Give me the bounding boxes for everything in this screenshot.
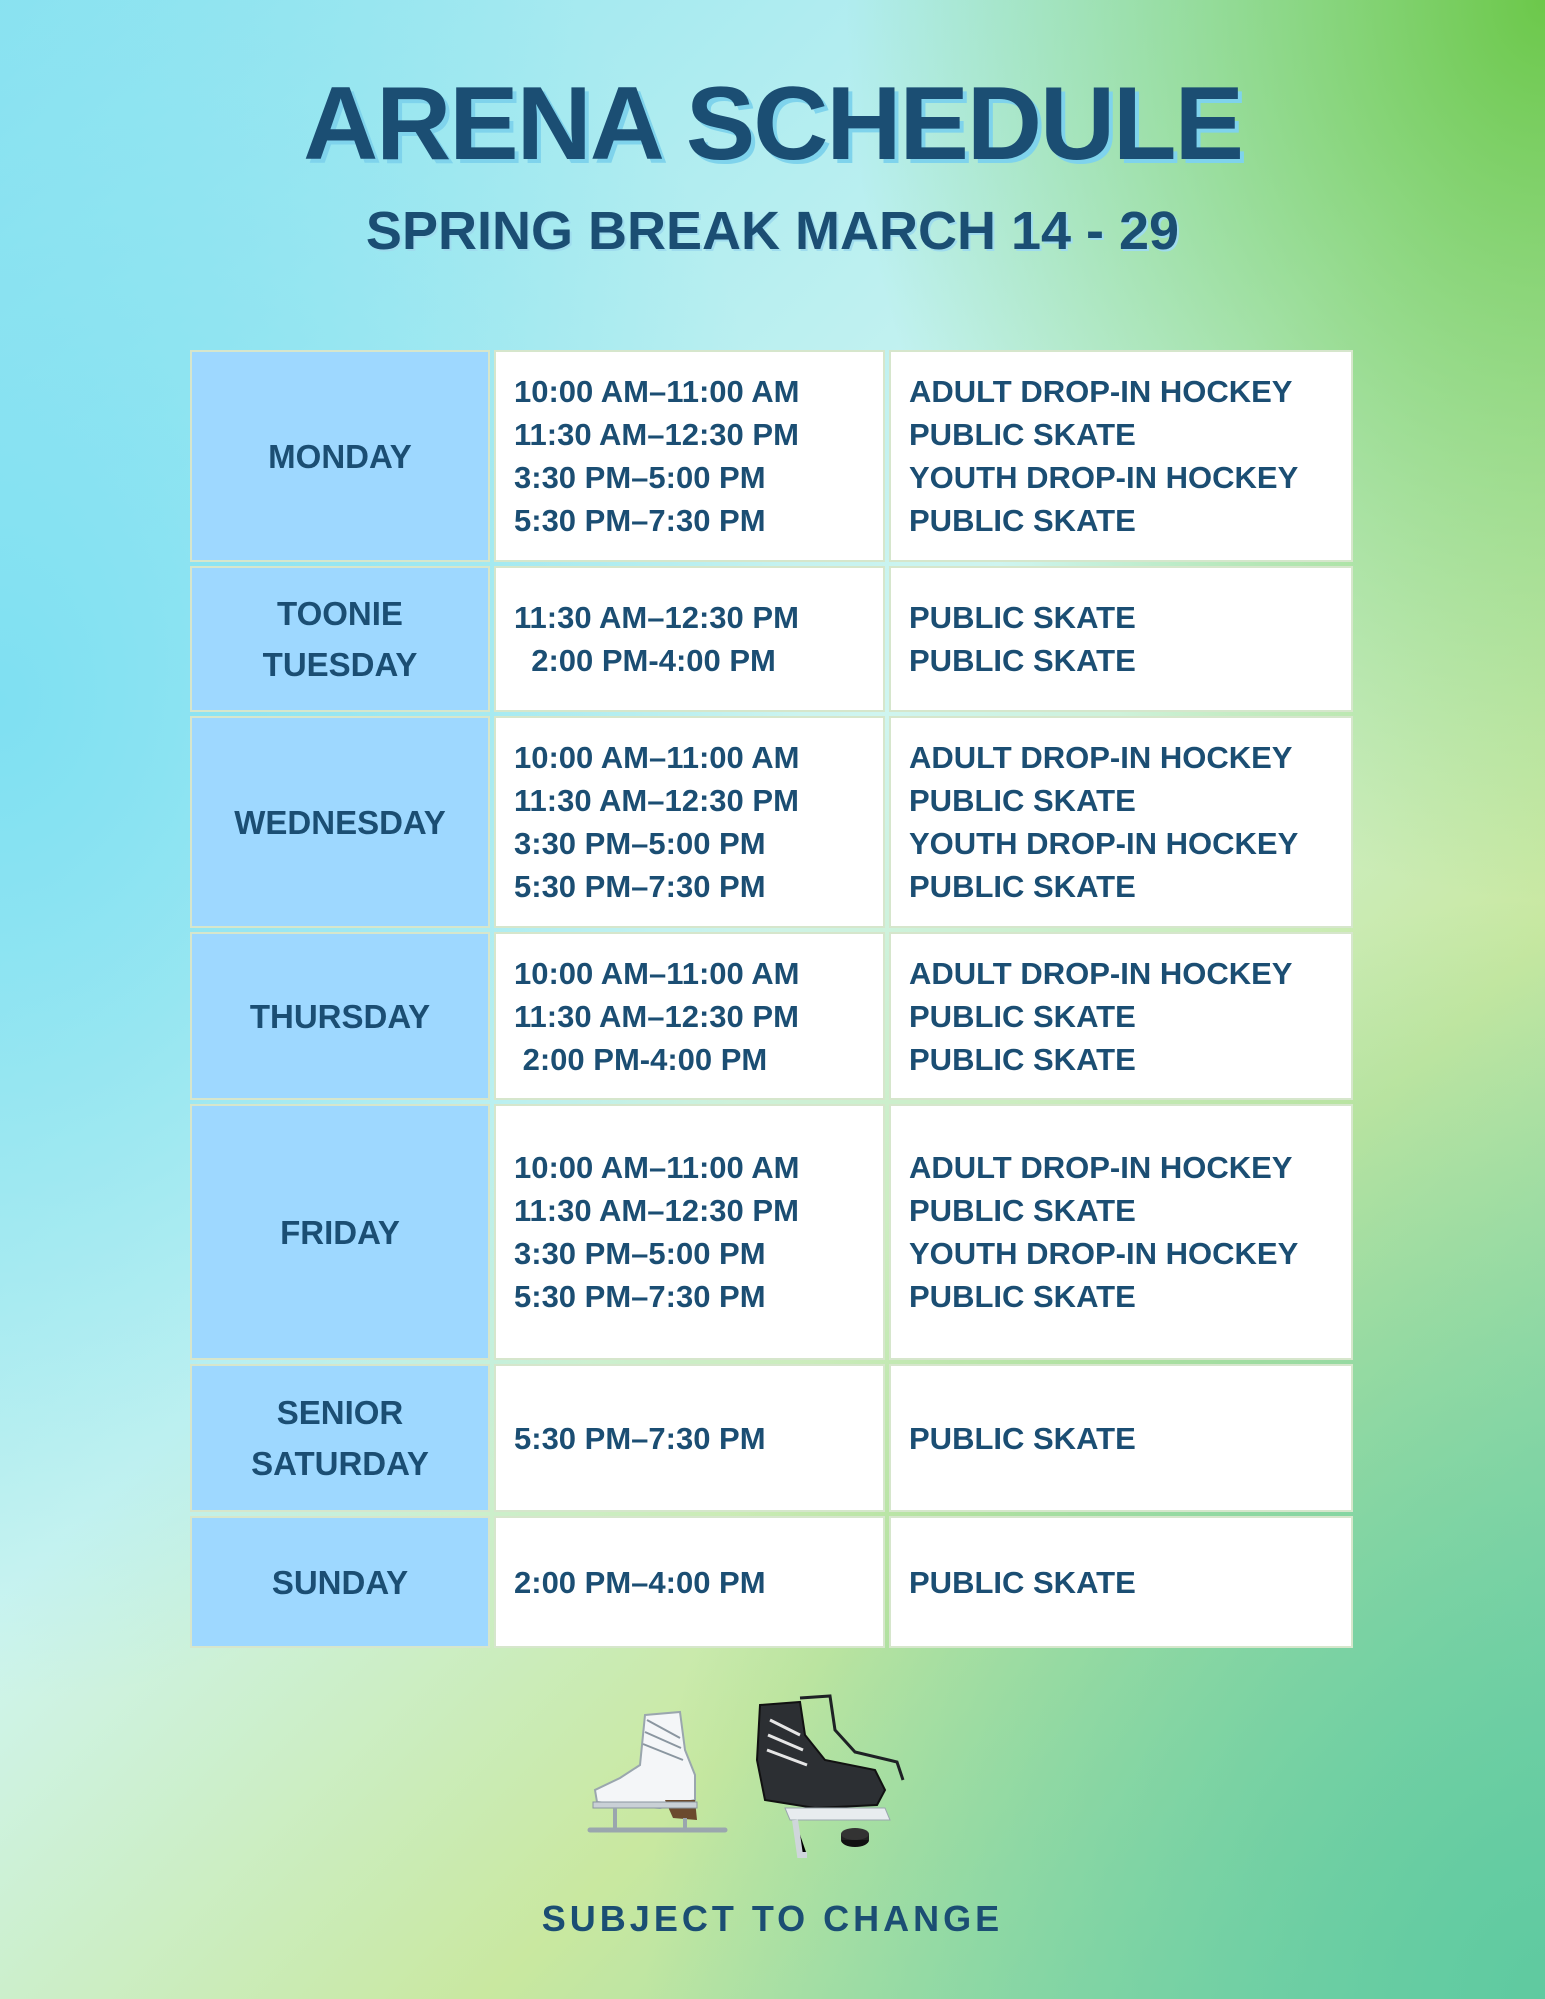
- time-slot: 5:30 PM–7:30 PM: [514, 1420, 766, 1456]
- time-slot: 3:30 PM–5:00 PM: [514, 460, 766, 495]
- time-slot: 10:00 AM–11:00 AM: [514, 740, 800, 775]
- times-cell: [494, 1516, 885, 1648]
- activity: PUBLIC SKATE: [909, 503, 1136, 538]
- day-cell: [190, 932, 490, 1100]
- activity: YOUTH DROP-IN HOCKEY: [909, 826, 1299, 861]
- schedule-row-saturday: [190, 1364, 1353, 1512]
- day-cell: [190, 1516, 490, 1648]
- schedule-row-wednesday: [190, 716, 1353, 928]
- times-cell: [494, 1104, 885, 1360]
- time-slot: 10:00 AM–11:00 AM: [514, 374, 800, 409]
- day-label: MONDAY: [268, 437, 412, 475]
- footer-note: SUBJECT TO CHANGE: [541, 1898, 1004, 1939]
- activity: PUBLIC SKATE: [909, 417, 1136, 452]
- activity: PUBLIC SKATE: [909, 1564, 1136, 1600]
- activities-cell: [889, 1516, 1353, 1648]
- activity: ADULT DROP-IN HOCKEY: [909, 1150, 1293, 1185]
- time-slot: 2:00 PM-4:00 PM: [514, 1041, 768, 1077]
- time-slot: 11:30 AM–12:30 PM: [514, 600, 799, 635]
- figure-skate-icon: [590, 1712, 725, 1830]
- activity: PUBLIC SKATE: [909, 869, 1136, 904]
- time-slot: 11:30 AM–12:30 PM: [514, 998, 799, 1034]
- day-label: WEDNESDAY: [234, 803, 446, 841]
- activity: ADULT DROP-IN HOCKEY: [909, 374, 1293, 409]
- activities-cell: [889, 932, 1353, 1100]
- activity: PUBLIC SKATE: [909, 783, 1136, 818]
- activity: PUBLIC SKATE: [909, 998, 1136, 1034]
- day-label: TOONIE TUESDAY: [262, 595, 418, 683]
- activities-cell: [889, 716, 1353, 928]
- hockey-skate-icon: [757, 1696, 903, 1855]
- times-cell: [494, 566, 885, 712]
- skates-illustration: [585, 1690, 905, 1860]
- time-slot: 3:30 PM–5:00 PM: [514, 826, 766, 861]
- time-slot: 10:00 AM–11:00 AM: [514, 955, 800, 991]
- times-cell: [494, 1364, 885, 1512]
- activity: PUBLIC SKATE: [909, 643, 1136, 678]
- activities-cell: [889, 566, 1353, 712]
- activity: PUBLIC SKATE: [909, 1041, 1136, 1077]
- activity: PUBLIC SKATE: [909, 1193, 1136, 1228]
- activity: YOUTH DROP-IN HOCKEY: [909, 460, 1299, 495]
- activity: ADULT DROP-IN HOCKEY: [909, 955, 1293, 991]
- schedule-row-friday: [190, 1104, 1353, 1360]
- day-cell: [190, 566, 490, 712]
- time-slot: 5:30 PM–7:30 PM: [514, 869, 766, 904]
- page-title: ARENA SCHEDULE: [303, 66, 1242, 182]
- time-slot: 5:30 PM–7:30 PM: [514, 503, 766, 538]
- activities-cell: [889, 1104, 1353, 1360]
- schedule-row-thursday: [190, 932, 1353, 1100]
- times-cell: [494, 932, 885, 1100]
- times-cell: [494, 350, 885, 562]
- time-slot: 10:00 AM–11:00 AM: [514, 1150, 800, 1185]
- time-slot: 2:00 PM-4:00 PM: [514, 643, 776, 678]
- page-subtitle: SPRING BREAK MARCH 14 - 29: [365, 201, 1180, 261]
- time-slot: 11:30 AM–12:30 PM: [514, 783, 799, 818]
- day-cell: [190, 1364, 490, 1512]
- day-label: SUNDAY: [271, 1563, 409, 1601]
- day-cell: [190, 1104, 490, 1360]
- time-slot: 11:30 AM–12:30 PM: [514, 1193, 799, 1228]
- day-cell: [190, 716, 490, 928]
- hockey-puck-icon: [841, 1828, 869, 1847]
- day-label: FRIDAY: [280, 1213, 400, 1251]
- time-slot: 2:00 PM–4:00 PM: [514, 1564, 766, 1600]
- schedule-row-monday: [190, 350, 1353, 562]
- day-label: SENIOR SATURDAY: [251, 1394, 429, 1482]
- activity: YOUTH DROP-IN HOCKEY: [909, 1236, 1299, 1271]
- time-slot: 3:30 PM–5:00 PM: [514, 1236, 766, 1271]
- activity: PUBLIC SKATE: [909, 600, 1136, 635]
- activities-cell: [889, 1364, 1353, 1512]
- activity: PUBLIC SKATE: [909, 1420, 1136, 1456]
- schedule-table: [190, 350, 1353, 1652]
- activities-cell: [889, 350, 1353, 562]
- schedule-row-sunday: [190, 1516, 1353, 1648]
- activity: ADULT DROP-IN HOCKEY: [909, 740, 1293, 775]
- day-cell: [190, 350, 490, 562]
- time-slot: 5:30 PM–7:30 PM: [514, 1279, 766, 1314]
- day-label: THURSDAY: [249, 997, 431, 1035]
- activity: PUBLIC SKATE: [909, 1279, 1136, 1314]
- time-slot: 11:30 AM–12:30 PM: [514, 417, 799, 452]
- schedule-row-tuesday: [190, 566, 1353, 712]
- times-cell: [494, 716, 885, 928]
